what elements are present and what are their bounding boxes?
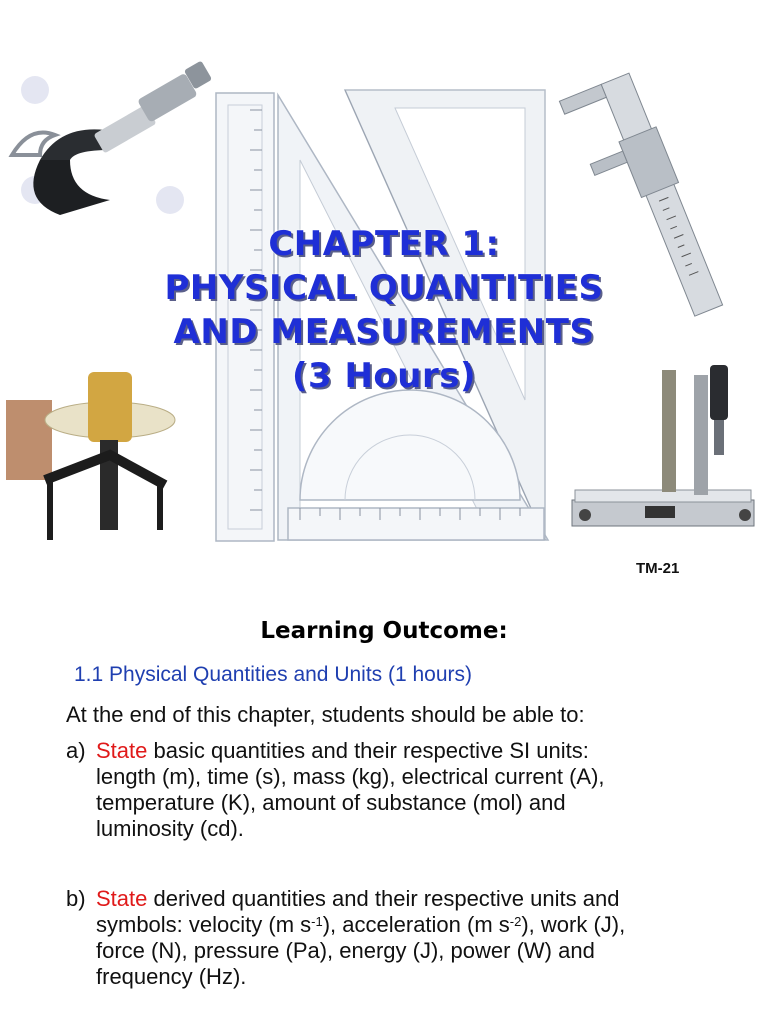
title-line: (3 Hours) [291,356,477,396]
title-line: CHAPTER 1: [268,224,500,264]
title-line: AND MEASUREMENTS [173,312,595,352]
slide-code: TM-21 [636,560,680,577]
item-text: force (N), pressure (Pa), energy (J), power (W) and [96,938,595,963]
item-text: frequency (Hz). [96,964,247,989]
item-text: length (m), time (s), mass (kg), electrical current (A), [96,764,605,789]
item-text: ), acceleration (m s [322,912,510,937]
ruler-icon [288,508,544,540]
item-text: temperature (K), amount of substance (mol) and [96,790,566,815]
item-marker: a) [66,738,86,763]
superscript: -1 [311,914,323,929]
item-verb: State [96,886,148,911]
title-line: PHYSICAL QUANTITIES [164,268,604,308]
item-verb: State [96,738,148,763]
slide-title [0,222,768,398]
item-body [66,738,746,842]
item-body [66,886,746,990]
intro-text: At the end of this chapter, students should be able to: [66,702,585,727]
outcome-item [66,738,746,842]
item-text: derived quantities and their respective units and [147,886,620,911]
superscript: -2 [509,914,522,929]
topic-title: 1.1 Physical Quantities and Units (1 hours) [74,663,473,686]
item-text: basic quantities and their respective SI units: [147,738,589,763]
item-text: ), work (J), [521,912,626,937]
outcome-item [66,886,746,990]
learning-outcome-heading: Learning Outcome: [260,618,508,644]
item-text: luminosity (cd). [96,816,244,841]
item-marker: b) [66,886,86,911]
item-text: symbols: velocity (m s [96,912,312,937]
